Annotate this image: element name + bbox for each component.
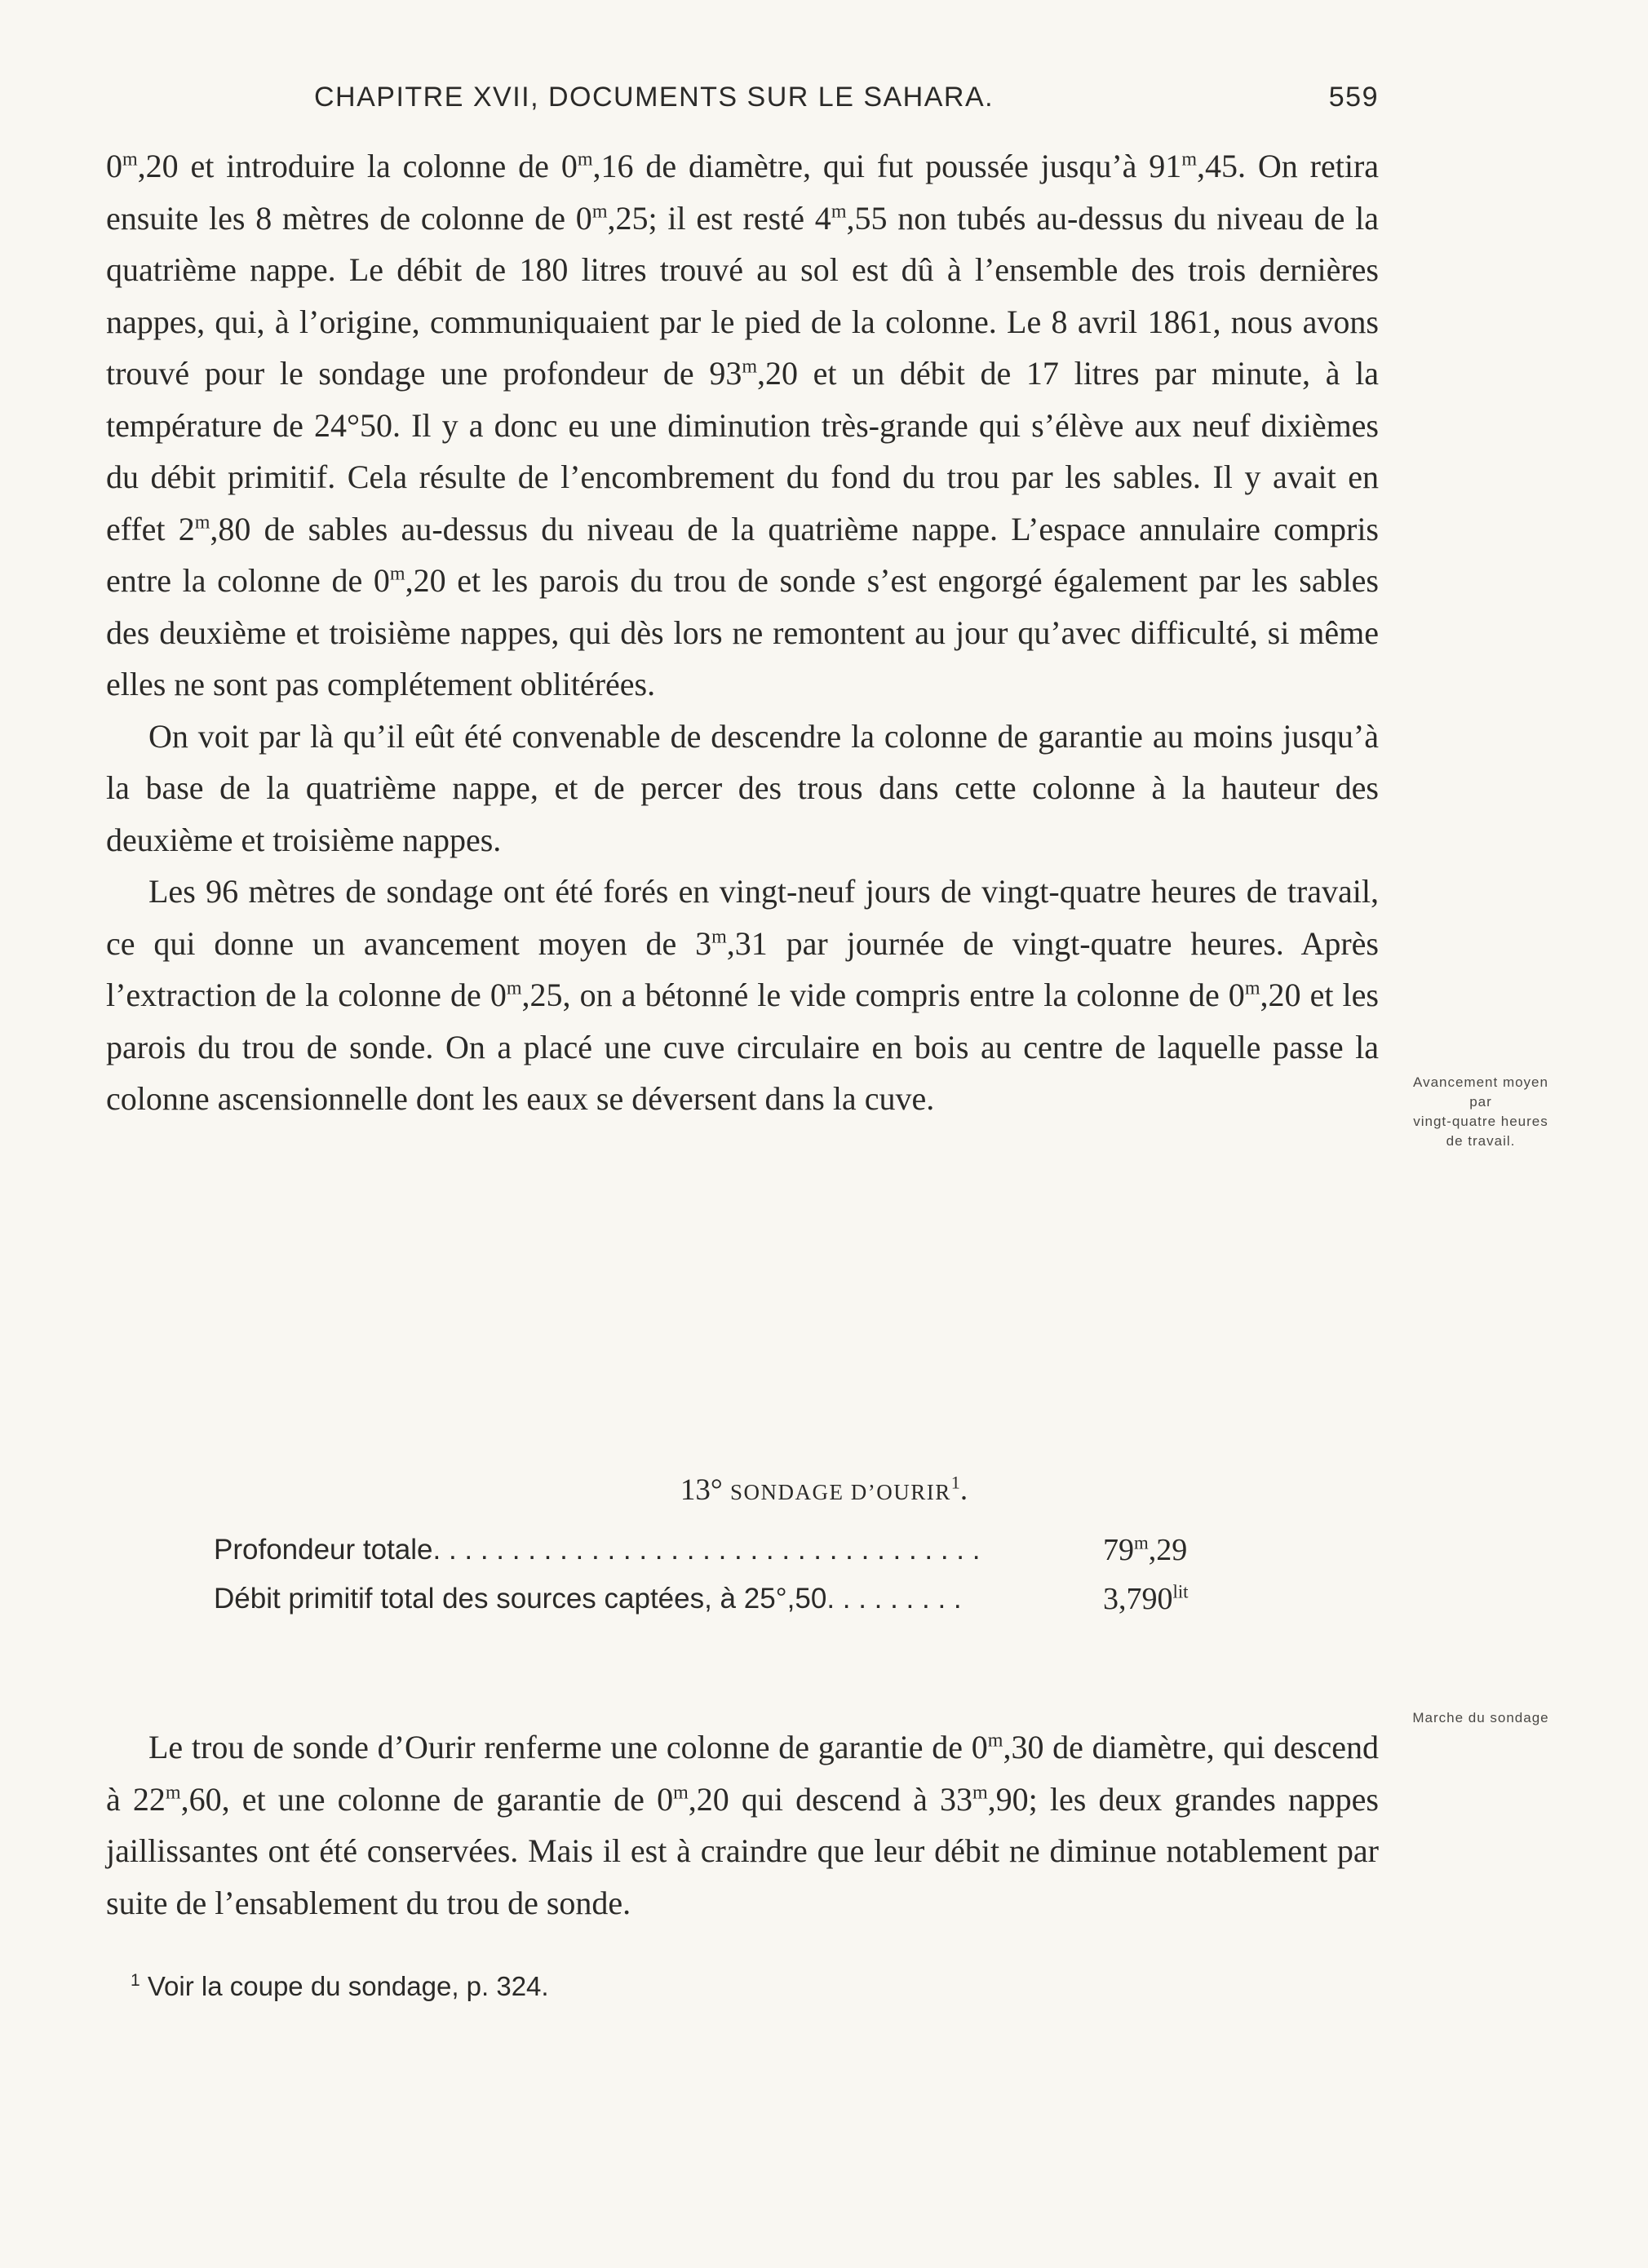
paragraph-3: Les 96 mètres de sondage ont été forés en vingt-neuf jours de vingt-quatre heures de travail, ce qui donne un avancement moyen de 3$^m$,31 par journée de vingt-quatre heures. Après l’extraction de la colonne de 0$^m$,25, on a bétonné le vide compris entre la colonne de 0$^m$,20 et les parois du trou de sonde. On a placé une cuve circulaire en bois au centre de laquelle passe la colonne ascensionnelle dont les eaux se déversent dans la cuve. (106, 873, 1379, 1117)
running-header (106, 78, 1379, 127)
chapter-title: CHAPITRE XVII, DOCUMENTS SUR LE SAHARA. (314, 82, 995, 113)
margin-note-marche: Marche du sondage (1412, 1710, 1549, 1725)
paragraph-4: Le trou de sonde d’Ourir renferme une colonne de garantie de 0$^m$,30 de diamètre, qui descend à 22$^m$,60, et une colonne de garantie de 0$^m$,20 qui descend à 33$^m$,90; les deux grandes nappes jaillissantes ont été conservées. Mais il est à craindre que leur débit ne diminue notablement par suite de l’ensablement du trou de sonde. (106, 1729, 1379, 1921)
row-value: 79$^m$,29 (1103, 1532, 1188, 1567)
margin-note-avancement: Avancement moyen par vingt-quatre heures de travail. (1413, 1074, 1548, 1149)
section-heading: 13° SONDAGE D’OURIR$^1$. (680, 1472, 968, 1507)
row-value: $3,790^{lit}$ (1103, 1581, 1189, 1616)
footnote (131, 1971, 549, 2002)
paragraph-1: 0$^m$,20 et introduire la colonne de 0$^m$,16 de diamètre, qui fut poussée jusqu’à 91$^m$,45. On retira ensuite les 8 mètres de colonne de 0$^m$,25; il est resté 4$^m$,55 non tubés au-dessus du niveau de la quatrième nappe. Le débit de 180 litres trouvé au sol est dû à l’ensemble des trois dernières nappes, qui, à l’origine, communiquaient par le pied de la colonne. Le 8 avril 1861, nous avons trouvé pour le sondage une profondeur de 93$^m$,20 et un débit de 17 litres par minute, à la température de 24°50. Il y a donc eu une diminution très-grande qui s’élève aux neuf dixièmes du débit primitif. Cela résulte de l’encombrement du fond du trou par les sables. Il y avait en effet 2$^m$,80 de sables au-dessus du niveau de la quatrième nappe. L’espace annulaire compris entre la colonne de 0$^m$,20 et les parois du trou de sonde s’est engorgé également par les sables des deuxième et troisième nappes, qui dès lors ne remontent au jour qu’avec difficulté, si même elles ne sont pas complétement oblitérées. (106, 148, 1380, 702)
row-label: Débit primitif total des sources captées, à 25°,50. . . . . . . . . (214, 1583, 962, 1615)
ourir-text-block (106, 1689, 1379, 1961)
row-label: Profondeur totale. . . . . . . . . . . . . . . . . . . . . . . . . . . . . . . . . . . (214, 1534, 981, 1566)
main-text-block (106, 140, 1379, 1125)
page-number: 559 (1328, 82, 1379, 113)
footnote-mark: 1 (131, 1971, 140, 1990)
paragraph-2: On voit par là qu’il eût été convenable de descendre la colonne de garantie au moins jusqu’à la base de la quatrième nappe, et de percer des trous dans cette colonne à la hauteur des deuxième et troisième nappes. (106, 717, 1379, 858)
footnote-reference: 1 (950, 1472, 960, 1493)
footnote-text: Voir la coupe du sondage, p. 324. (147, 1971, 549, 2001)
